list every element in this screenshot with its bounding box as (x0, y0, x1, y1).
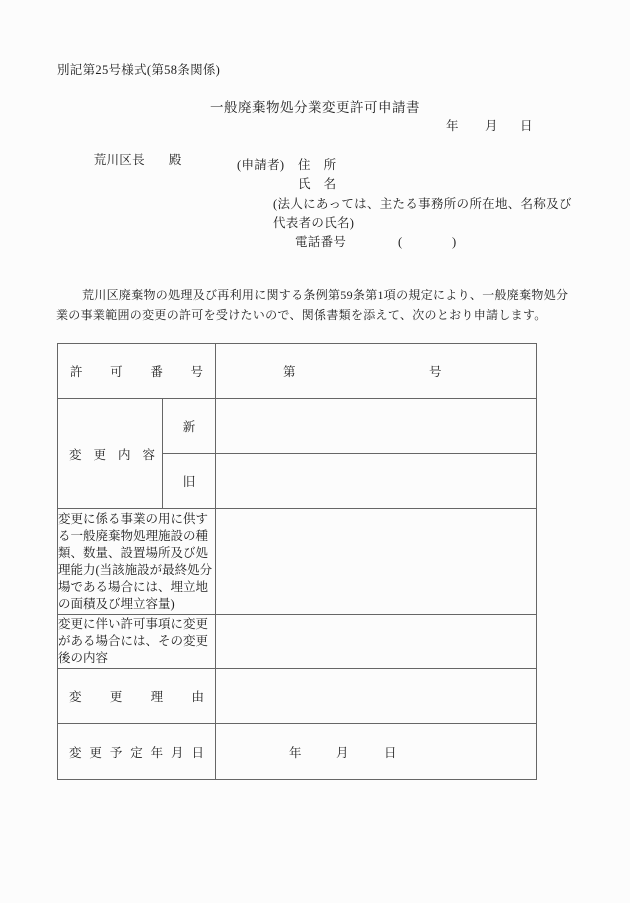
body-line-1: 荒川区廃棄物の処理及び再利用に関する条例第59条第1項の規定により、一般廃棄物処分 (82, 288, 569, 302)
date-year-label: 年 (446, 119, 459, 133)
date-month-label: 月 (485, 119, 498, 133)
permit-number-label-cell (58, 344, 216, 399)
facility-value-cell (216, 509, 537, 615)
applicant-name-label: 氏 名 (298, 177, 337, 191)
reason-value-cell (216, 669, 537, 724)
addressee-honorific: 殿 (168, 153, 182, 167)
addressee-name: 荒川区長 (93, 153, 145, 167)
change-new-label: 新 (163, 399, 216, 454)
addressee (80, 136, 182, 184)
reason-label-cell (58, 669, 216, 724)
permit-number-label: 許 可 番 号 (70, 365, 203, 379)
scheduled-year-label: 年 (289, 745, 302, 760)
permit-number-suffix: 号 (429, 365, 442, 379)
form-number: 別記第25号様式(第58条関係) (57, 63, 221, 77)
applicant-address-label: 住 所 (298, 158, 337, 172)
change-old-label: 旧 (163, 454, 216, 509)
scheduled-day-label: 日 (384, 745, 397, 760)
change-content-label-cell (58, 399, 163, 509)
phone-open-paren: ( (398, 235, 403, 249)
permit-items-label: 変更に伴い許可事項に変更がある場合には、その変更後の内容 (58, 615, 216, 669)
applicant-label: (申請者) (237, 158, 285, 172)
page-title: 一般廃棄物処分業変更許可申請書 (210, 100, 420, 115)
corporate-note-line2: 代表者の氏名) (273, 216, 355, 230)
scheduled-date-label: 変 更 予 定 年 月 日 (69, 745, 204, 760)
scheduled-date-label-cell (58, 724, 216, 780)
application-table (57, 343, 537, 780)
permit-number-value-cell (216, 344, 537, 399)
phone-close-paren: ) (452, 235, 457, 249)
scheduled-month-label: 月 (336, 745, 349, 760)
corporate-note-line1: (法人にあっては、主たる事務所の所在地、名称及び (273, 197, 572, 211)
permit-items-value-cell (216, 615, 537, 669)
change-content-label: 変 更 内 容 (69, 447, 155, 462)
phone-label: 電話番号 (295, 235, 347, 249)
facility-label: 変更に係る事業の用に供する一般廃棄物処理施設の種類、数量、設置場所及び処理能力(当該施設が最終処分場である場合には、埋立地の面積及び埋立容量) (58, 509, 216, 615)
change-new-value-cell (216, 399, 537, 454)
permit-number-prefix: 第 (283, 365, 296, 379)
change-old-value-cell (216, 454, 537, 509)
date-day-label: 日 (520, 119, 533, 133)
scheduled-date-value-cell (216, 724, 537, 780)
body-line-2: 業の事業範囲の変更の許可を受けたいので、関係書類を添えて、次のとおり申請します。 (56, 308, 547, 322)
reason-label: 変 更 理 由 (69, 690, 204, 704)
